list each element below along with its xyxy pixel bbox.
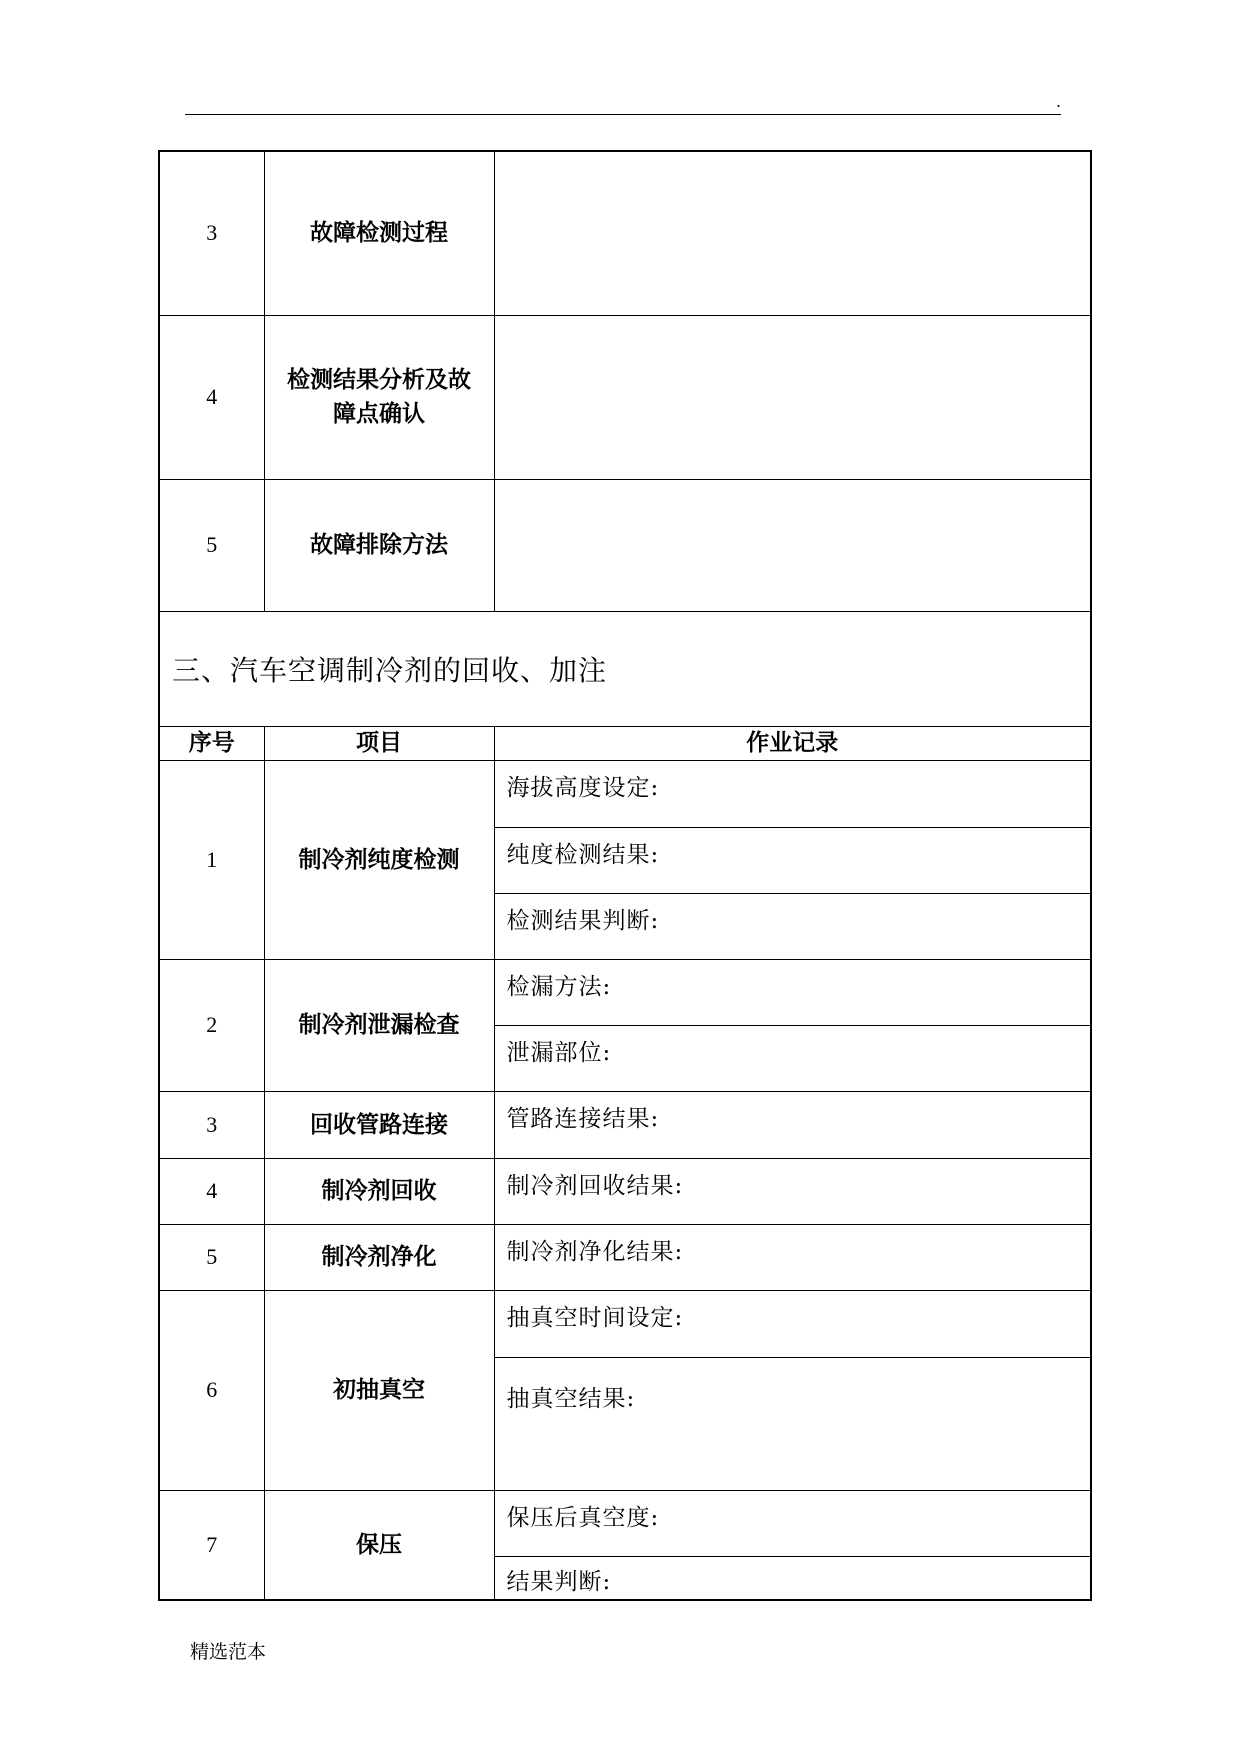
record-field[interactable]: 检漏方法: xyxy=(494,959,1091,1025)
row-item: 制冷剂回收 xyxy=(264,1158,494,1224)
table-row xyxy=(159,479,1091,611)
record-cell[interactable] xyxy=(494,479,1091,611)
col-header-record: 作业记录 xyxy=(494,726,1091,760)
fault-record-table xyxy=(158,150,1092,1601)
header-mark: . xyxy=(1056,92,1062,111)
row-number: 5 xyxy=(159,479,264,611)
table-row xyxy=(159,760,1091,827)
footer-text: 精选范本 xyxy=(190,1641,267,1663)
record-field[interactable]: 海拔高度设定: xyxy=(494,760,1091,827)
table-row xyxy=(159,1490,1091,1556)
header-rule xyxy=(185,114,1061,115)
row-item-label: 故障排除方法 xyxy=(310,532,448,558)
table-row xyxy=(159,1091,1091,1158)
table-row xyxy=(159,959,1091,1025)
row-number: 4 xyxy=(159,1158,264,1224)
record-field[interactable]: 检测结果判断: xyxy=(494,893,1091,959)
row-number: 2 xyxy=(159,959,264,1091)
table-row xyxy=(159,315,1091,479)
record-field[interactable]: 保压后真空度: xyxy=(494,1490,1091,1556)
row-item: 制冷剂纯度检测 xyxy=(264,760,494,959)
table-row xyxy=(159,1224,1091,1290)
row-number: 1 xyxy=(159,760,264,959)
row-item: 初抽真空 xyxy=(264,1290,494,1490)
table-row xyxy=(159,151,1091,315)
row-item xyxy=(264,151,494,315)
row-item-label: 故障检测过程 xyxy=(310,220,448,247)
col-header-item: 项目 xyxy=(264,726,494,760)
column-header-row xyxy=(159,726,1091,760)
record-field[interactable]: 结果判断: xyxy=(494,1556,1091,1600)
record-field[interactable]: 制冷剂净化结果: xyxy=(494,1224,1091,1290)
row-item xyxy=(264,315,494,479)
row-number: 3 xyxy=(159,1091,264,1158)
row-number: 3 xyxy=(159,151,264,315)
record-field[interactable]: 管路连接结果: xyxy=(494,1091,1091,1158)
record-field[interactable]: 抽真空时间设定: xyxy=(494,1290,1091,1357)
row-number: 7 xyxy=(159,1490,264,1600)
row-item: 制冷剂泄漏检查 xyxy=(264,959,494,1091)
record-field[interactable]: 泄漏部位: xyxy=(494,1025,1091,1091)
row-item-label: 检测结果分析及故障点确认 xyxy=(287,367,471,427)
section-row xyxy=(159,611,1091,726)
record-field[interactable]: 抽真空结果: xyxy=(494,1357,1091,1490)
record-cell[interactable] xyxy=(494,151,1091,315)
table-row xyxy=(159,1158,1091,1224)
row-item: 回收管路连接 xyxy=(264,1091,494,1158)
row-number: 6 xyxy=(159,1290,264,1490)
row-item: 保压 xyxy=(264,1490,494,1600)
row-item xyxy=(264,479,494,611)
row-number: 4 xyxy=(159,315,264,479)
record-cell[interactable] xyxy=(494,315,1091,479)
row-item: 制冷剂净化 xyxy=(264,1224,494,1290)
section-title: 三、汽车空调制冷剂的回收、加注 xyxy=(159,611,1091,726)
col-header-no: 序号 xyxy=(159,726,264,760)
row-number: 5 xyxy=(159,1224,264,1290)
record-field[interactable]: 制冷剂回收结果: xyxy=(494,1158,1091,1224)
table-row xyxy=(159,1290,1091,1357)
record-field[interactable]: 纯度检测结果: xyxy=(494,827,1091,893)
